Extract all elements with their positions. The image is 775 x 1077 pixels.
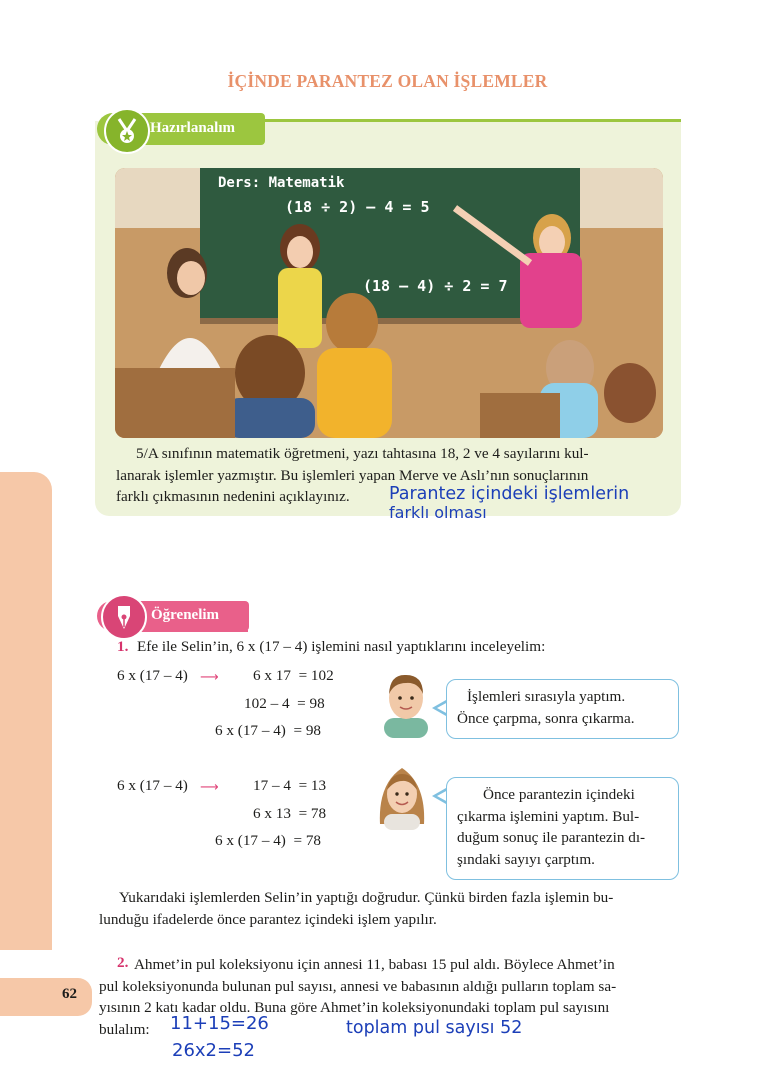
conclusion-line-1: Yukarıdaki işlemlerden Selin’in yaptığı doğrudur. Çünkü birden fazla işlemin bu- [119, 889, 614, 906]
handwritten-total: toplam pul sayısı 52 [346, 1018, 523, 1038]
selin-speech-bubble [446, 777, 679, 880]
handwritten-answer-2: farklı olması [389, 503, 487, 522]
item1-text: Efe ile Selin’in, 6 x (17 – 4) işlemini nasıl yaptıklarını inceleyelim: [137, 638, 546, 655]
handwritten-product: 26x2=52 [172, 1040, 255, 1061]
handwritten-sum: 11+15=26 [170, 1013, 269, 1034]
item2-number [117, 954, 128, 972]
item1-number-text: 1. [117, 638, 129, 655]
selin-step-3: 6 x (17 – 4) = 78 [215, 832, 322, 849]
prep-line-2: lanarak işlemler yazmıştır. Bu işlemleri yapan Merve ve Aslı’nın sonuçlarının [116, 466, 589, 484]
page-title: İÇİNDE PARANTEZ OLAN İŞLEMLER [227, 71, 548, 91]
classroom-photo [115, 168, 663, 438]
board-expr2: (18 – 4) ÷ 2 = 7 [363, 277, 508, 295]
selin-step-2: 6 x 13 = 78 [253, 805, 327, 822]
learn-badge-label: Öğrenelim [151, 607, 220, 623]
page-number: 62 [62, 986, 77, 1002]
item2-line-4: bulalım: [99, 1020, 150, 1038]
learn-rule [130, 630, 248, 632]
selin-start: 6 x (17 – 4) [117, 777, 188, 794]
item2-line-3: yısının 2 katı kadar oldu. Buna göre Ahmet’in koleksiyonundaki toplam pul sayısını [99, 999, 610, 1016]
selin-speech-line-2: çıkarma işlemini yaptım. Bul- [457, 807, 640, 825]
prep-line-3: farklı çıkmasının nedenini açıklayınız. [116, 488, 350, 505]
item2-number-text: 2. [117, 954, 129, 971]
board-expr1: (18 ÷ 2) – 4 = 5 [285, 198, 430, 216]
selin-avatar [372, 764, 432, 835]
side-tab [0, 472, 52, 950]
efe-speech-line-2: Önce çarpma, sonra çıkarma. [457, 709, 635, 727]
efe-start: 6 x (17 – 4) [117, 667, 188, 684]
item2-line-1: Ahmet’in pul koleksiyonu için annesi 11, babası 15 pul aldı. Böylece Ahmet’in [131, 956, 615, 973]
selin-speech-line-3: duğum sonuç ile parantezin dı- [457, 829, 646, 846]
item2-line-2: pul koleksiyonunda bulunan pul sayısı, annesi ve babasının aldığı pulların toplam sa- [99, 977, 617, 995]
prep-badge-label: Hazırlanalım [150, 120, 235, 136]
item1-number [117, 638, 128, 656]
efe-step-1: 6 x 17 = 102 [253, 667, 334, 684]
efe-speech-bubble [446, 679, 679, 739]
selin-arrow-icon: ⟶ [200, 780, 219, 795]
selin-speech-line-4: şındaki sayıyı çarptım. [457, 850, 595, 868]
efe-speech-line-1: İşlemleri sırasıyla yaptım. [467, 688, 626, 705]
efe-avatar [378, 670, 434, 743]
page-number-tab [0, 978, 92, 1016]
selin-speech-line-1: Önce parantezin içindeki [483, 786, 635, 803]
handwritten-answer-1: Parantez içindeki işlemlerin [389, 484, 630, 504]
efe-arrow-icon: ⟶ [200, 670, 219, 685]
prep-line-1: 5/A sınıfının matematik öğretmeni, yazı tahtasına 18, 2 ve 4 sayılarını kul- [136, 445, 589, 462]
efe-step-3: 6 x (17 – 4) = 98 [215, 722, 322, 739]
medal-icon [104, 108, 150, 154]
selin-step-1: 17 – 4 = 13 [253, 777, 327, 794]
pen-nib-icon [101, 594, 147, 640]
board-heading: Ders: Matematik [218, 175, 345, 191]
conclusion-line-2: lunduğu ifadelerde önce parantez içindeki işlem yapılır. [99, 910, 437, 928]
efe-step-2: 102 – 4 = 98 [244, 695, 325, 712]
